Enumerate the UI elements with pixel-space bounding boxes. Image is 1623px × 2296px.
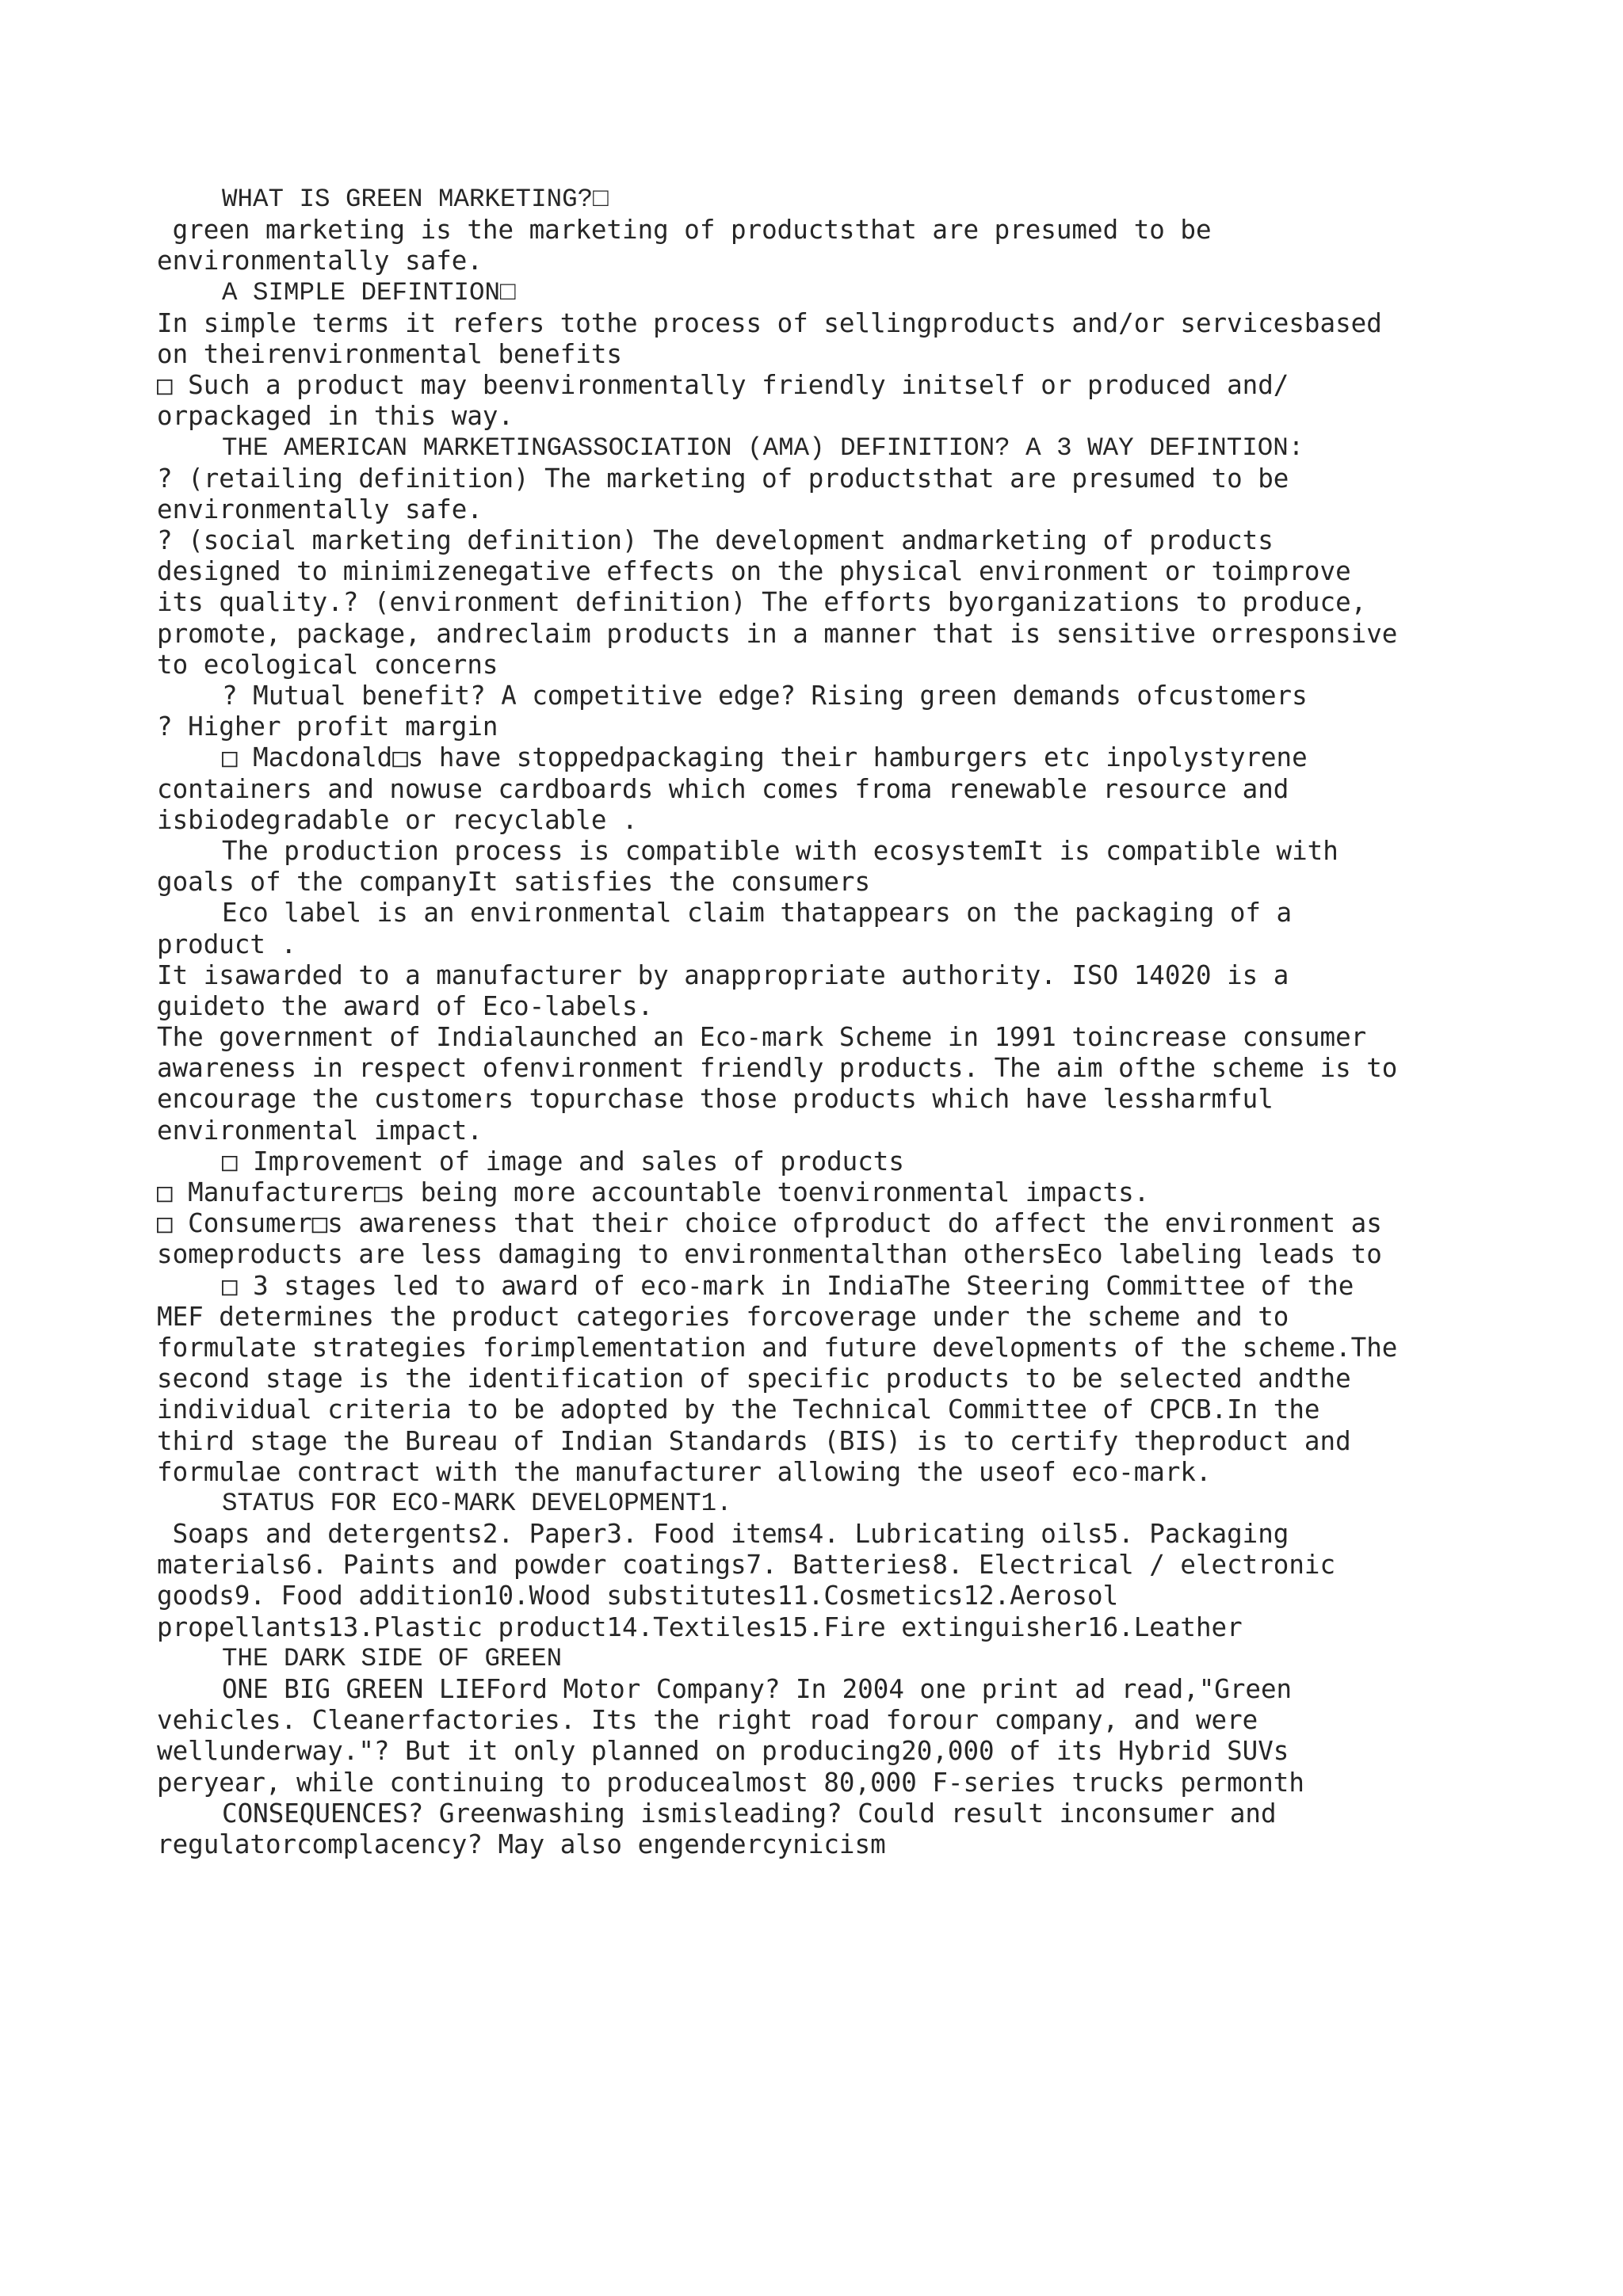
- text-line: on theirenvironmental benefits: [157, 338, 622, 369]
- text-line: Soaps and detergents2. Paper3. Food items4. Lubricating oils5. Packaging: [157, 1519, 1289, 1550]
- text-line: containers and nowuse cardboards which comes froma renewable resource and: [157, 773, 1289, 804]
- text-line: designed to minimizenegative effects on the physical environment or toimprove: [157, 556, 1351, 587]
- text-line: awareness in respect ofenvironment friendly products. The aim ofthe scheme is to: [157, 1053, 1398, 1084]
- text-line: □ Macdonald□s have stoppedpackaging their hamburgers etc inpolystyrene: [222, 742, 1308, 773]
- text-line: goods9. Food addition10.Wood substitutes11.Cosmetics12.Aerosol: [157, 1581, 1119, 1611]
- section-heading: STATUS FOR ECO-MARK DEVELOPMENT1.: [222, 1488, 732, 1518]
- text-line: someproducts are less damaging to environmentalthan othersEco labeling leads to: [157, 1239, 1382, 1270]
- text-line: ? Mutual benefit? A competitive edge? Rising green demands ofcustomers: [222, 681, 1308, 711]
- text-line: goals of the companyIt satisfies the consumers: [157, 867, 871, 898]
- text-line: wellunderway."? But it only planned on producing20,000 of its Hybrid SUVs: [157, 1736, 1289, 1767]
- document-body: [157, 184, 1583, 1860]
- text-line: □ Such a product may beenvironmentally friendly initself or produced and/: [157, 370, 1289, 401]
- text-line: green marketing is the marketing of productsthat are presumed to be: [157, 215, 1212, 246]
- text-line: MEF determines the product categories forcoverage under the scheme and to: [157, 1301, 1289, 1332]
- text-line: environmentally safe.: [157, 494, 483, 524]
- text-line: guideto the award of Eco-labels.: [157, 990, 654, 1021]
- text-line: □ Improvement of image and sales of products: [222, 1146, 904, 1177]
- text-line: In simple terms it refers tothe process of sellingproducts and/or servicesbased: [157, 307, 1382, 338]
- text-line: promote, package, andreclaim products in a manner that is sensitive orresponsive: [157, 618, 1398, 649]
- section-heading: A SIMPLE DEFINTION□: [222, 277, 516, 307]
- text-line: formulae contract with the manufacturer allowing the useof eco-mark.: [157, 1456, 1212, 1487]
- text-line: It isawarded to a manufacturer by anappropriate authority. ISO 14020 is a: [157, 959, 1289, 990]
- text-line: materials6. Paints and powder coatings7. Batteries8. Electrical / electronic: [157, 1550, 1336, 1581]
- text-line: its quality.? (environment definition) The efforts byorganizations to produce,: [157, 587, 1367, 618]
- text-line: product .: [157, 929, 297, 959]
- text-line: The government of Indialaunched an Eco-mark Scheme in 1991 toincrease consumer: [157, 1022, 1367, 1053]
- text-line: ONE BIG GREEN LIEFord Motor Company? In 2004 one print ad read,"Green: [222, 1674, 1293, 1704]
- text-line: formulate strategies forimplementation and future developments of the scheme.The: [157, 1332, 1398, 1363]
- text-line: regulatorcomplacency? May also engendercynicism: [157, 1829, 886, 1859]
- text-line: environmental impact.: [157, 1115, 483, 1146]
- text-line: ? (retailing definition) The marketing of productsthat are presumed to be: [157, 463, 1289, 494]
- text-line: orpackaged in this way.: [157, 401, 514, 432]
- text-line: □ Manufacturer□s being more accountable toenvironmental impacts.: [157, 1177, 1150, 1207]
- text-line: to ecological concerns: [157, 649, 498, 680]
- text-line: individual criteria to be adopted by the Technical Committee of CPCB.In the: [157, 1394, 1320, 1425]
- text-line: ? Higher profit margin: [157, 711, 498, 742]
- text-line: vehicles. Cleanerfactories. Its the right road forour company, and were: [157, 1705, 1258, 1736]
- text-line: CONSEQUENCES? Greenwashing ismisleading? Could result inconsumer and: [222, 1798, 1277, 1829]
- text-line: Eco label is an environmental claim thatappears on the packaging of a: [222, 898, 1293, 929]
- text-line: ? (social marketing definition) The development andmarketing of products: [157, 525, 1274, 556]
- section-heading: THE DARK SIDE OF GREEN: [222, 1643, 563, 1673]
- text-line: environmentally safe.: [157, 246, 483, 277]
- text-line: □ 3 stages led to award of eco-mark in IndiaThe Steering Committee of the: [222, 1270, 1354, 1301]
- text-line: encourage the customers topurchase those products which have lessharmful: [157, 1084, 1274, 1115]
- section-heading: WHAT IS GREEN MARKETING?□: [222, 185, 609, 214]
- text-line: isbiodegradable or recyclable .: [157, 804, 638, 835]
- text-line: The production process is compatible with ecosystemIt is compatible with: [222, 835, 1338, 866]
- text-line: □ Consumer□s awareness that their choice ofproduct do affect the environment as: [157, 1208, 1382, 1239]
- text-line: propellants13.Plastic product14.Textiles15.Fire extinguisher16.Leather: [157, 1611, 1243, 1642]
- text-line: third stage the Bureau of Indian Standards (BIS) is to certify theproduct and: [157, 1425, 1351, 1456]
- text-line: second stage is the identification of specific products to be selected andthe: [157, 1363, 1351, 1394]
- section-heading: THE AMERICAN MARKETINGASSOCIATION (AMA) DEFINITION? A 3 WAY DEFINTION:: [222, 433, 1304, 463]
- text-line: peryear, while continuing to producealmost 80,000 F-series trucks permonth: [157, 1767, 1304, 1798]
